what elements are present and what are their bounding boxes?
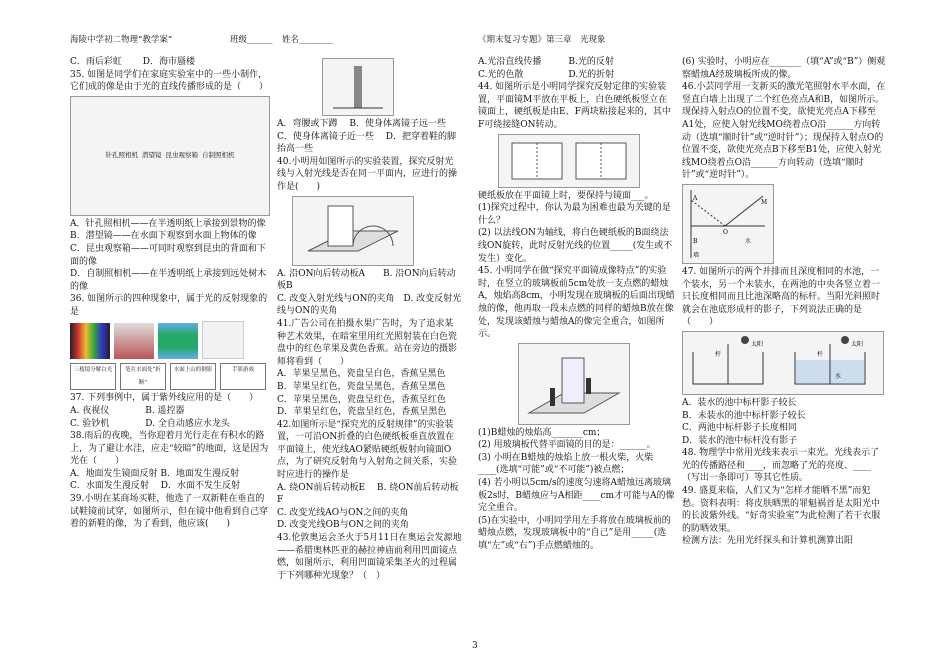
question-37: 37. 下列事例中，属于紫外线应用的是（ ） <box>70 393 259 404</box>
fig-label: 自制照相机 <box>202 151 235 160</box>
header-name: 姓名________ <box>282 35 334 45</box>
figure-39-mirror <box>322 58 394 116</box>
option-b: B．潜望镜——在水面下观察到水面上物体的像 <box>70 231 257 242</box>
laser-wall-icon <box>685 188 771 260</box>
mountain-reflection-photo <box>158 323 198 359</box>
label-a: A <box>693 194 698 202</box>
q45-part3: (3) 小明在B蜡烛的烛焰上放一根火柴，火柴____(选填“可能”或“不可能”)被点燃； <box>478 452 654 476</box>
option-b: B．苹果呈红色，瓷盘呈黑色，香蕉呈黑色 <box>277 381 446 392</box>
question-41: 41.广告公司在拍摄水果广告时，为了追求某种艺术效果，在暗室里用红光照射装在白色瓷盘中的红色苹果及黄色香蕉。站在旁边的摄影师将看到（ ） <box>277 318 458 367</box>
label-m: M <box>761 198 768 206</box>
label-rod: 杆 <box>817 350 824 358</box>
question-42: 42.如图所示是“探究光的反射规律”的实验装置，一可沿ON折叠的白色硬纸板垂直放置在平面镜上，使光线AO紧贴硬纸板射向镜面O点，为了研究反射角与入射角之间关系，实验时应进行的操作是 <box>277 419 458 481</box>
q44-part2: (2) 以法线ON为轴线，将白色硬纸板的B面绕法线ON旋转，此时反射光线的位置_____(发生或不发生）变化。 <box>478 228 673 264</box>
q45-part6: (6) 实验时，小明应在_______（填“A”或“B”）侧观察蜡烛A经玻璃板所成的像。 <box>682 57 886 80</box>
option-a: A．装水的池中标杆影子较长 <box>682 397 797 408</box>
shadow-play-photo <box>202 321 244 359</box>
option-cd: C．使身体离镜子近一些 D．把穿着鞋的脚抬高一些 <box>277 131 456 155</box>
option-cd: C. 验钞机 D. 全自动感应水龙头 <box>70 418 230 429</box>
question-35: 35. 如图是同学们在家庭实验室中的一些小制作，它们成的像是由于光的直线传播形成的是（ ） <box>70 69 269 93</box>
board-sketch-icon <box>504 138 634 184</box>
prism-photo <box>70 323 110 359</box>
mirror-sketch-icon <box>328 62 388 112</box>
label-sun: 太阳 <box>851 340 864 348</box>
header-school: 海陵中学初二物理“教学案” <box>70 35 173 45</box>
q45-part2: (2) 用玻璃板代替平面镜的目的是：______。 <box>478 440 656 451</box>
option-a: A．苹果呈黑色，瓷盘呈白色，香蕉呈黑色 <box>277 369 446 380</box>
caption: 水面上山的倒影 <box>170 363 216 390</box>
option-d: D．装水的池中标杆没有影子 <box>682 435 798 446</box>
fig-label: 潜望镜 <box>142 151 162 160</box>
option-ab: A. 沿ON向后转动板A B. 沿ON向后转动板B <box>277 268 456 292</box>
question-36: 36. 如图所示的四种现象中，属于光的反射现象的是 <box>70 294 268 317</box>
q45-part1: (1)B蜡烛的烛焰高_______cm； <box>478 427 606 438</box>
question-39-cont: 试鞋镜前试穿，如图所示，但在镜中他看到自己穿着的新鞋的像，为了看到，他应该( ) <box>70 506 269 530</box>
header-title: 《期末复习专题》第三章 光现象 <box>478 35 606 45</box>
label-wall: 墙 <box>693 251 700 259</box>
column-3 <box>478 56 676 553</box>
option-c: C. 改变光线AO与ON之间的夹角 <box>277 507 409 518</box>
figure-47-pools <box>682 331 884 395</box>
question-43: 43.伦敦奥运会圣火于5月11日在奥运会发源地——希腊奥林匹亚的赫拉神庙前利用凹面镜点燃，如图所示，利用凹面镜采集圣火的过程属于下列哪种光现象？（ ） <box>277 533 462 581</box>
option-a: A．针孔照相机——在半透明纸上承接到景物的像 <box>70 218 266 229</box>
option-c: C．昆虫观察箱——可同时观察到昆虫的背面和下面的像 <box>70 243 266 267</box>
q44-blank: 硬纸板放在平面镜上时，要保持与镜面___。 <box>478 190 654 201</box>
fig-label: 昆虫观察箱 <box>165 151 198 160</box>
header-class: 班级______ <box>230 35 273 45</box>
caption: 三棱镜分解白光 <box>70 363 116 390</box>
pools-sketch-icon <box>685 334 881 392</box>
photo-captions <box>70 363 270 390</box>
figure-35-devices <box>70 96 270 216</box>
option-d: D. 改变光线OB与ON之间的夹角 <box>277 520 409 531</box>
question-38: 38.雨后的夜晚，当你迎着月光行走在有积水的路上，为了避让水洼，应走“较暗”的地面，这是因为光在（ ） <box>70 431 269 467</box>
question-40: 40.小明用如图所示的实验装置，探究反射光线与入射光线是否在同一平面内，应进行的操作是( ) <box>277 156 458 192</box>
option-b: B．未装水的池中标杆影子较长 <box>682 410 806 421</box>
q45-part5: (5)在实验中，小明同学用左手将放在玻璃板前的蜡烛点燃，发现玻璃板中的“自己”是用_____(选填“左”或“右”)手点燃蜡烛的。 <box>478 515 671 552</box>
option-ab: A.光沿直线传播 B.光的反射 <box>478 57 614 67</box>
label-sun: 太阳 <box>751 340 764 348</box>
caption: 手影游戏 <box>220 363 266 390</box>
question-44: 44. 如图所示是小明同学探究反射定律的实验装置，平面镜M平放在平板上，白色硬纸板竖立在镜面上，硬纸板是由E、F两块粘接起来的，其中F可绕接缝ON转动。 <box>478 82 671 130</box>
q45-part4: (4) 若小明以5cm/s的速度匀速将A蜡烛远离玻璃板2s时，B蜡烛应与A相距____cm才可能与A的像完全重合。 <box>478 478 675 514</box>
label-b: B <box>693 237 698 245</box>
page-number: 3 <box>472 641 478 651</box>
figure-46-laser <box>682 184 774 264</box>
label-water: 水 <box>835 372 842 380</box>
figure-44-boards <box>498 134 640 188</box>
figure-36-photos <box>70 321 270 391</box>
fig-label: 针孔照相机 <box>105 151 138 160</box>
question-39: 39.小明在某商场买鞋，他选了一双新鞋在垂直的 <box>70 494 265 505</box>
option-d: D．苹果呈红色，瓷盘呈红色，香蕉呈黑色 <box>277 407 447 418</box>
option-ab: A．地面发生镜面反射 B．地面发生漫反射 <box>70 468 239 479</box>
reflection-board-icon <box>298 201 408 261</box>
q44-part1: (1)探究过程中，你认为最为困难也最为关键的是什么？ <box>478 203 671 226</box>
option-ab: A. 绕ON前后转动板E B. 绕ON前后转动板F <box>277 482 459 506</box>
question-49: 49. 盛夏来临，人们又为“怎样才能晒不黑”而犯愁。资料表明：将皮肤晒黑的罪魁祸首是太阳光中的长波紫外线。“好奇实验室”为此检测了若干衣服的防晒效果。 <box>682 486 881 534</box>
candle-mirror-icon <box>524 348 624 420</box>
pen-in-water-photo <box>114 323 154 359</box>
question-46: 46.小芸同学用一支新买的激光笔照射水平水面，在竖直白墙上出现了二个红色亮点A和B，如图所示。现保持入射点O的位置不变，欲使光亮点A下移至A1处，应使入射光线MO绕着点O沿______方向转动（选填“顺时针”或“逆时针”）；现保持入射点O的位置不变，欲使光亮点B下移至B1处，应使入射光线MO绕着点O沿______方向转动（选填“顺时针”或“逆时针”）。 <box>682 82 886 181</box>
question-47: 47. 如图所示的两个并排而且深度相同的水池，一个装水，另一个未装水，在两池的中央各竖立着一只长度相同而且比池深略高的标杆。当阳光斜照时就会在池底形成杆的影子，下列说法正确的是（ ） <box>682 266 881 328</box>
text-line: C．雨后彩虹 D．海市蜃楼 <box>70 57 195 67</box>
label-water: 水 <box>745 237 752 245</box>
caption: 笔在水面处“折断” <box>120 363 166 390</box>
label-rod: 杆 <box>715 350 722 358</box>
column-1 <box>70 56 270 531</box>
figure-45-candles <box>518 343 630 425</box>
option-ab: A．弯腰或下蹲 B．使身体离镜子远一些 <box>277 119 446 129</box>
option-cd: C. 改变入射光线与ON的夹角 D. 改变反射光线与ON的夹角 <box>277 293 462 317</box>
option-ab: A. 夜视仪 B. 遥控器 <box>70 405 185 416</box>
column-4 <box>682 56 887 548</box>
option-c: C．苹果呈黑色，瓷盘呈红色，香蕉呈红色 <box>277 394 446 405</box>
option-cd: C.光的色散 D.光的折射 <box>478 69 615 80</box>
option-cd: C．水面发生漫反射 D．水面不发生反射 <box>70 481 240 492</box>
option-d: D．自制照相机——在半透明纸上承接到远处树木的像 <box>70 269 267 292</box>
figure-40-apparatus <box>292 196 414 266</box>
question-45: 45. 小明同学在做“探究平面镜成像特点”的实验时，在竖立的玻璃板前5cm处放一支点燃的蜡烛A，烛焰高8cm，小明发现在玻璃板的后面出现蜡烛的像，他再取一段未点燃的同样的蜡烛B放在像处，发现该蜡烛与蜡烛A的像完全重合，如图所示。 <box>478 266 675 340</box>
question-48: 48. 物理学中常用光线来表示一束光。光线表示了光的传播路径和____，而忽略了光的亮度、____（写出一条即可）等其它性质。 <box>682 448 880 484</box>
q49-method: 检测方法：先用光纤探头和计算机测算出阳 <box>682 536 854 547</box>
label-o: O <box>723 228 728 236</box>
column-2 <box>277 56 462 582</box>
option-c: C．两池中标杆影子长度相同 <box>682 423 797 434</box>
